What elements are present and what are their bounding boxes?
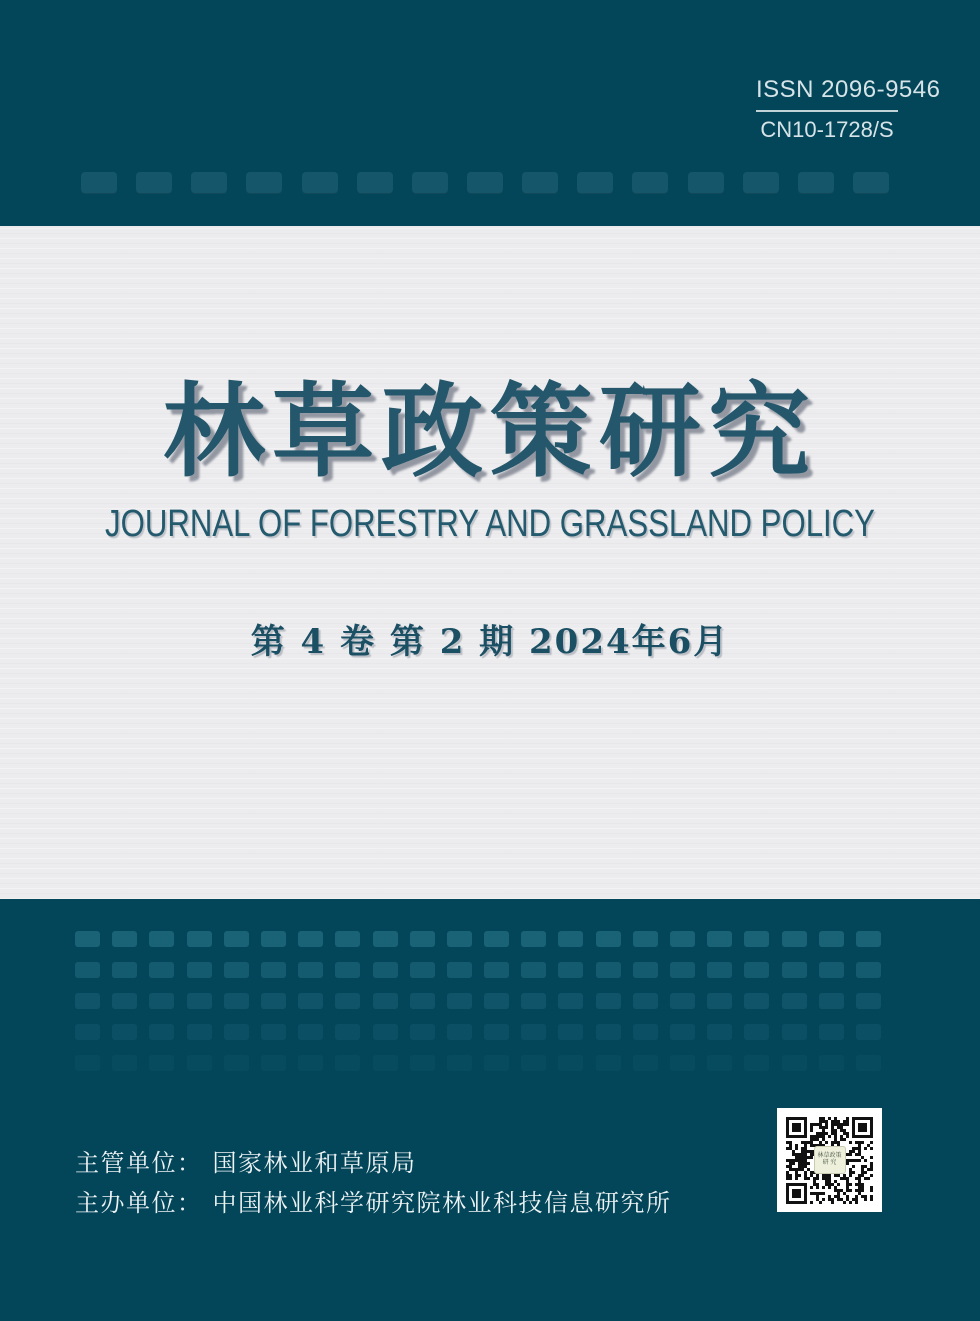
deco-square [357, 172, 393, 194]
deco-square [224, 1055, 249, 1071]
deco-square [856, 962, 881, 978]
deco-square [467, 172, 503, 194]
deco-square [335, 1055, 360, 1071]
deco-square [149, 1024, 174, 1040]
deco-square [558, 931, 583, 947]
deco-square [782, 993, 807, 1009]
deco-square [484, 962, 509, 978]
deco-square [261, 1024, 286, 1040]
qr-logo-text-top: 林草政策 [817, 1153, 842, 1159]
deco-square [484, 1055, 509, 1071]
deco-square [819, 931, 844, 947]
deco-square [410, 931, 435, 947]
deco-square [298, 962, 323, 978]
deco-square [447, 993, 472, 1009]
deco-square [224, 1024, 249, 1040]
deco-square [633, 1024, 658, 1040]
deco-square [577, 172, 613, 194]
supervisor-line [75, 1144, 672, 1184]
deco-square [187, 962, 212, 978]
deco-square [81, 172, 117, 194]
issn-block [756, 76, 941, 143]
deco-square [819, 1055, 844, 1071]
deco-square [373, 1055, 398, 1071]
deco-square [224, 962, 249, 978]
deco-square [798, 172, 834, 194]
deco-square [744, 1055, 769, 1071]
deco-square [521, 1024, 546, 1040]
cover-main-area [0, 226, 980, 899]
deco-square [75, 993, 100, 1009]
deco-square [261, 1055, 286, 1071]
deco-square [112, 962, 137, 978]
deco-square [819, 962, 844, 978]
deco-square-row [75, 993, 881, 1009]
deco-square [298, 1024, 323, 1040]
deco-square [558, 1055, 583, 1071]
deco-square [521, 1055, 546, 1071]
deco-square [484, 1024, 509, 1040]
deco-square [707, 1024, 732, 1040]
deco-square [521, 962, 546, 978]
organizer-label: 主办单位： [75, 1190, 203, 1217]
deco-square [149, 1055, 174, 1071]
deco-square [707, 993, 732, 1009]
deco-square [149, 931, 174, 947]
deco-square [75, 1024, 100, 1040]
deco-square [856, 1024, 881, 1040]
deco-square [596, 962, 621, 978]
deco-square [149, 962, 174, 978]
deco-square [596, 1055, 621, 1071]
issn-number: ISSN 2096-9546 [756, 76, 898, 112]
deco-square [670, 931, 695, 947]
deco-square [373, 931, 398, 947]
deco-square [856, 931, 881, 947]
deco-square [136, 172, 172, 194]
decorative-square-row [81, 172, 889, 194]
deco-square [298, 1055, 323, 1071]
deco-square [484, 931, 509, 947]
deco-square [412, 172, 448, 194]
deco-square [447, 1055, 472, 1071]
deco-square [261, 993, 286, 1009]
deco-square [856, 993, 881, 1009]
journal-title-english: JOURNAL OF FORESTRY AND GRASSLAND POLICY [105, 503, 875, 545]
organizer-value: 中国林业科学研究院林业科技信息研究所 [212, 1190, 672, 1217]
deco-square [670, 1055, 695, 1071]
deco-square [670, 1024, 695, 1040]
deco-square [670, 962, 695, 978]
deco-square [558, 962, 583, 978]
deco-square [112, 993, 137, 1009]
deco-square [191, 172, 227, 194]
deco-square-row [75, 1055, 881, 1071]
deco-square [261, 962, 286, 978]
deco-square [743, 172, 779, 194]
bottom-band [0, 899, 980, 1321]
qr-logo-text-bottom: 研 究 [822, 1160, 837, 1166]
deco-square [187, 1024, 212, 1040]
deco-square [187, 931, 212, 947]
deco-square [75, 1055, 100, 1071]
deco-square [707, 931, 732, 947]
deco-square [410, 993, 435, 1009]
deco-square [373, 993, 398, 1009]
deco-square [75, 962, 100, 978]
deco-square [853, 172, 889, 194]
deco-square [447, 931, 472, 947]
deco-square-row [75, 962, 881, 978]
deco-square [112, 931, 137, 947]
deco-square [298, 993, 323, 1009]
deco-square [633, 931, 658, 947]
cn-number: CN10-1728/S [760, 117, 894, 142]
deco-square [298, 931, 323, 947]
top-band [0, 0, 980, 226]
publisher-info [75, 1144, 672, 1224]
deco-square [596, 993, 621, 1009]
deco-square [521, 993, 546, 1009]
deco-square [335, 962, 360, 978]
deco-square [447, 962, 472, 978]
deco-square [596, 1024, 621, 1040]
deco-square [782, 931, 807, 947]
deco-square [819, 1024, 844, 1040]
qr-pattern [786, 1117, 873, 1204]
journal-title-chinese: 林草政策研究 [163, 372, 817, 492]
deco-square [224, 931, 249, 947]
deco-square [596, 931, 621, 947]
deco-square-row [75, 1024, 881, 1040]
deco-square [224, 993, 249, 1009]
deco-square [633, 1055, 658, 1071]
deco-square [187, 1055, 212, 1071]
deco-square [782, 1055, 807, 1071]
deco-square [484, 993, 509, 1009]
deco-square [632, 172, 668, 194]
deco-square [744, 1024, 769, 1040]
deco-square [112, 1055, 137, 1071]
deco-square [149, 993, 174, 1009]
deco-square [521, 931, 546, 947]
deco-square [819, 993, 844, 1009]
volume-issue-date: 第 4 卷 第 2 期 2024年6月 [250, 622, 730, 662]
deco-square [633, 962, 658, 978]
deco-square [522, 172, 558, 194]
deco-square [744, 931, 769, 947]
deco-square [335, 931, 360, 947]
deco-square [187, 993, 212, 1009]
deco-square [335, 1024, 360, 1040]
deco-square [261, 931, 286, 947]
deco-square [373, 1024, 398, 1040]
deco-square [558, 993, 583, 1009]
deco-square [688, 172, 724, 194]
deco-square [856, 1055, 881, 1071]
qr-code [777, 1108, 882, 1212]
deco-square [410, 1024, 435, 1040]
deco-square [558, 1024, 583, 1040]
deco-square-row [75, 931, 881, 947]
organizer-line [75, 1184, 672, 1224]
qr-center-logo [814, 1146, 846, 1174]
deco-square [246, 172, 282, 194]
deco-square [782, 1024, 807, 1040]
deco-square [707, 1055, 732, 1071]
deco-square [112, 1024, 137, 1040]
supervisor-label: 主管单位： [75, 1150, 203, 1177]
deco-square [75, 931, 100, 947]
deco-square [744, 993, 769, 1009]
deco-square [670, 993, 695, 1009]
deco-square [782, 962, 807, 978]
deco-square [335, 993, 360, 1009]
deco-square [447, 1024, 472, 1040]
supervisor-value: 国家林业和草原局 [212, 1150, 417, 1177]
deco-square [302, 172, 338, 194]
deco-square [373, 962, 398, 978]
deco-square [410, 962, 435, 978]
deco-square [744, 962, 769, 978]
deco-square [707, 962, 732, 978]
deco-square [633, 993, 658, 1009]
deco-square [410, 1055, 435, 1071]
decorative-square-grid [75, 931, 881, 1086]
